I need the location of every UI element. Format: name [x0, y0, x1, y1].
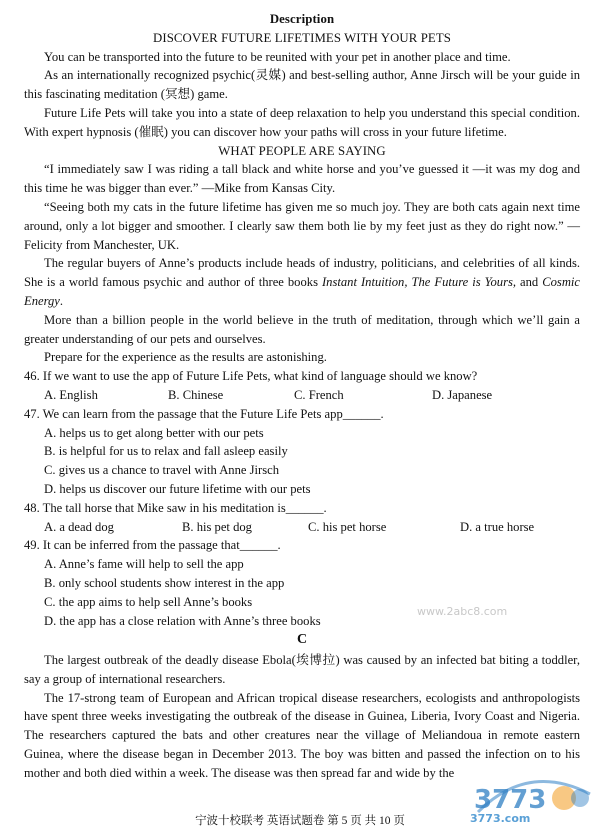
option-c: C. gives us a chance to travel with Anne Jirsch — [44, 463, 280, 478]
text: and — [516, 275, 543, 290]
stem: 48. The tall horse that Mike saw in his meditation is — [24, 500, 286, 515]
paragraph: Future Life Pets will take you into a state of deep relaxation to help you understand this special condition. With expert hypnosis (催眠) you can discover how your paths will cross in your future lifetime. — [24, 105, 580, 139]
option-a: A. English — [44, 387, 98, 402]
question-48 — [24, 499, 580, 518]
book-title: Cosmic Energy — [24, 275, 580, 308]
paragraph: You can be transported into the future to be reunited with your pet in another place and time. — [44, 49, 511, 64]
paragraph: Prepare for the experience as the results are astonishing. — [44, 350, 327, 365]
passage-subtitle: DISCOVER FUTURE LIFETIMES WITH YOUR PETS — [153, 30, 451, 45]
stem: 47. We can learn from the passage that the Future Life Pets app — [24, 406, 343, 421]
answer-blank: ______ — [285, 500, 324, 515]
answer-blank: ______ — [239, 538, 278, 553]
book-titles: Instant Intuition, The Future is Yours, — [321, 275, 517, 290]
answer-blank: ______ — [342, 406, 381, 421]
options-48 — [24, 518, 580, 537]
text: The regular buyers of Anne’s products include heads of industry, politicians, and celebrities of all kinds. She is a world famous psychic and author of three books — [24, 256, 580, 290]
option-c: C. his pet horse — [308, 519, 387, 534]
logo-text: 3773.com — [470, 812, 531, 825]
option-b: B. only school students show interest in the app — [44, 575, 285, 590]
stem-end: . — [323, 500, 327, 515]
option-a: A. Anne’s fame will help to sell the app — [44, 557, 244, 572]
option-b: B. his pet dog — [182, 519, 252, 534]
option-d: D. the app has a close relation with Anne’s three books — [44, 613, 321, 628]
paragraph: The largest outbreak of the deadly disease Ebola(埃博拉) was caused by an infected bat biting a toddler, say a group of international researchers. — [24, 653, 580, 686]
option-c: C. the app aims to help sell Anne’s books — [44, 594, 253, 609]
stem-end: . — [380, 406, 384, 421]
option-a: A. helps us to get along better with our pets — [44, 425, 264, 440]
option-d: D. Japanese — [432, 387, 493, 402]
paragraph: More than a billion people in the world believe in the truth of meditation, through which we’ll gain a greater understanding of our pets and ourselves. — [24, 312, 580, 346]
stem-end: . — [277, 538, 281, 553]
passage-title: Description — [269, 12, 335, 26]
page-footer: 宁波十校联考 英语试题卷 第 5 页 共 10 页 — [195, 815, 405, 827]
paragraph — [24, 254, 580, 310]
logo-number: 3773 — [474, 785, 547, 815]
option-d: D. helps us discover our future lifetime with our pets — [44, 481, 311, 496]
section-label: C — [296, 632, 308, 648]
text: . — [59, 293, 64, 308]
option-b: B. Chinese — [168, 387, 224, 402]
section-subheading: WHAT PEOPLE ARE SAYING — [218, 143, 386, 158]
question-46: 46. If we want to use the app of Future Life Pets, what kind of language should we know? — [24, 369, 478, 384]
testimonial: “I immediately saw I was riding a tall black and white horse and you’ve guessed it —it was my dog and this time he was bigger than ever.” —Mike from Kansas City. — [24, 162, 580, 196]
watermark: www.2abc8.com — [417, 605, 508, 618]
option-d: D. a true horse — [460, 519, 535, 534]
options-46 — [24, 386, 580, 405]
exam-page — [24, 10, 580, 783]
stem: 49. It can be inferred from the passage that — [24, 538, 240, 553]
paragraph: The 17-strong team of European and African tropical disease researchers, ecologists and anthropologists have spent three weeks investigating the outbreak of the disease in Guinea, Liberia, Ivory Coast and Nigeria. The researchers captured the bats and other creatures near the village of Meliandoua in remote eastern Guinea, where the disease began in December 2013. The boy was bitten and passed the infection on to his mother and both died within a week. The disease was then spread far and wide by the — [24, 690, 580, 780]
testimonial: “Seeing both my cats in the future lifetime has given me so much joy. They are both cats again next time around, only a lot bigger and smoother. I clearly saw them both lie by my feet just as they do right now.” —Felicity from Manchester, UK. — [24, 199, 580, 252]
option-c: C. French — [294, 387, 344, 402]
paragraph: As an internationally recognized psychic(灵媒) and best-selling author, Anne Jirsch will be your guide in this fascinating meditation (冥想) game. — [24, 68, 580, 102]
option-b: B. is helpful for us to relax and fall asleep easily — [44, 444, 288, 459]
question-47 — [24, 405, 580, 424]
option-a: A. a dead dog — [44, 519, 114, 534]
question-49 — [24, 536, 580, 555]
